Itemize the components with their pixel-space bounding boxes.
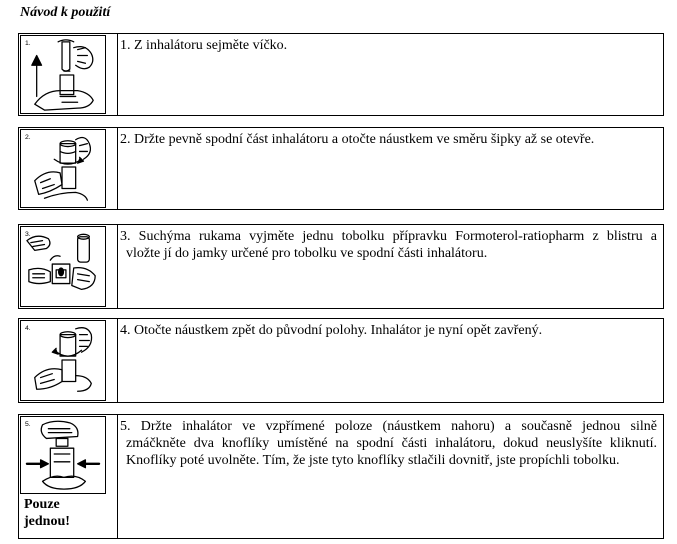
- step-4-number-label: 4.: [24, 324, 31, 332]
- insert-capsule-illustration-icon: [21, 227, 105, 306]
- step-2-text-line: 2. Držte pevně spodní část inhalátoru a otočte náustkem ve směru šipky až se otevře.: [120, 132, 595, 147]
- step-3-table: [18, 224, 664, 309]
- step-5-text-line-2: zmáčkněte dva knoflíky umístěné na spodní části inhalátoru, dokud neuslyšíte kliknutí.: [126, 436, 657, 451]
- step-1-text-line: 1. Z inhalátoru sejměte víčko.: [120, 38, 288, 53]
- step-1-divider: [117, 34, 118, 115]
- step-2-divider: [117, 128, 118, 209]
- step-2-table: [18, 127, 664, 210]
- twist-open-illustration-icon: [21, 130, 105, 207]
- step-5-text: [120, 418, 657, 469]
- step-1-illustration: [20, 35, 106, 114]
- step-1-text: [120, 37, 657, 54]
- single-use-warning: [24, 496, 70, 530]
- step-4-divider: [117, 319, 118, 402]
- step-4-text: [120, 322, 657, 339]
- step-5-table: [18, 414, 664, 539]
- remove-cap-illustration-icon: [21, 36, 105, 113]
- step-3-illustration: [20, 226, 106, 307]
- step-1-number-label: 1.: [24, 39, 31, 47]
- close-mouthpiece-illustration-icon: [21, 321, 105, 400]
- step-3-number-label: 3.: [24, 230, 31, 238]
- step-2-text: [120, 131, 657, 148]
- pierce-capsule-illustration-icon: [21, 417, 105, 493]
- step-2-illustration: [20, 129, 106, 208]
- step-3-text: [120, 228, 657, 262]
- step-5-text-line-3: Knoflíky poté uvolněte. Tím, že jste tyto knoflíky stlačili dovnitř, jste propíchli tobolku.: [126, 453, 620, 468]
- step-5-illustration: [20, 416, 106, 494]
- step-4-table: [18, 318, 664, 403]
- warning-line-2: jednou!: [24, 514, 70, 529]
- step-3-divider: [117, 225, 118, 308]
- step-4-text-line: 4. Otočte náustkem zpět do původní polohy. Inhalátor je nyní opět zavřený.: [120, 323, 543, 338]
- warning-line-1: Pouze: [24, 497, 60, 512]
- step-3-text-line-2: vložte jí do jamky určené pro tobolku ve spodní části inhalátoru.: [126, 246, 488, 261]
- step-5-divider: [117, 415, 118, 538]
- step-3-text-line-1: 3. Suchýma rukama vyjměte jednu tobolku přípravku Formoterol-ratiopharm z blistru a: [120, 229, 657, 244]
- step-2-number-label: 2.: [24, 133, 31, 141]
- step-5-text-line-1: 5. Držte inhalátor ve vzpřímené poloze (náustkem nahoru) a současně jednou silně: [120, 419, 657, 434]
- step-5-number-label: 5.: [25, 420, 31, 428]
- page-heading: Návod k použití: [20, 5, 111, 20]
- step-4-illustration: [20, 320, 106, 401]
- step-1-table: [18, 33, 664, 116]
